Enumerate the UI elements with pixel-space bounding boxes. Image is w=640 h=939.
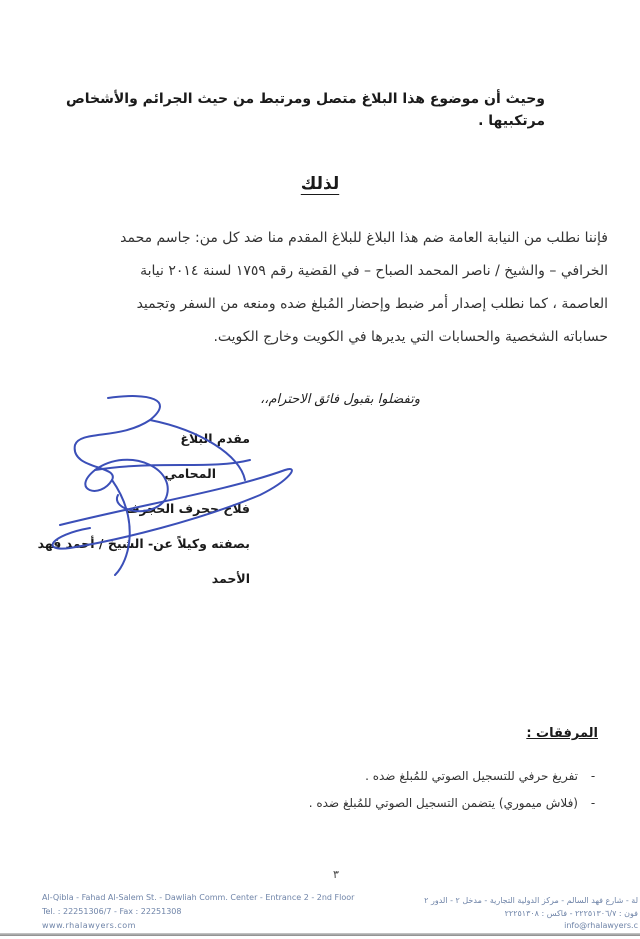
bullet: - <box>590 769 596 783</box>
signature-capacity: بصفته وكيلاً عن- الشيخ / أحمد فهد الأحمد <box>37 536 250 586</box>
signature-block <box>32 421 250 596</box>
footer-divider <box>0 933 640 936</box>
attachment-text: تفريغ حرفي للتسجيل الصوتي للمُبلغ ضده . <box>365 769 578 783</box>
paragraph-line: فإننا نطلب من النيابة العامة ضم هذا البلاغ للبلاغ المقدم منا ضد كل من: جاسم محمد <box>120 230 608 246</box>
attachment-text: (فلاش ميموري) يتضمن التسجيل الصوتي للمُبلغ ضده . <box>308 796 578 810</box>
attachments-list <box>32 763 608 817</box>
section-title-text: لذلك <box>300 174 340 194</box>
footer-phone-ar: فون : ٢٢٢٥١٣٠٦/٧ - فاكس : ٢٢٢٥١٣٠٨ <box>504 909 638 918</box>
attachment-item <box>32 763 608 790</box>
signature-title: مقدم البلاغ <box>180 431 250 446</box>
request-paragraph <box>32 222 608 354</box>
footer-phone-en: Tel. : 22251306/7 - Fax : 22251308 <box>42 907 182 916</box>
paragraph-line: حساباته الشخصية والحسابات التي يديرها في الكويت وخارج الكويت. <box>213 329 608 345</box>
paragraph-line: الخرافي – والشيخ / ناصر المحمد الصباح – في القضية رقم ١٧٥٩ لسنة ٢٠١٤ نيابة <box>140 263 608 279</box>
section-title <box>32 174 608 194</box>
footer-address-ar: لة - شارع فهد السالم - مركز الدولية التجارية - مدخل ٢ - الدور ٢ <box>424 896 638 905</box>
attachment-item <box>32 790 608 817</box>
bullet: - <box>590 796 596 810</box>
attachments-heading: المرفقات : <box>526 726 598 741</box>
footer-website: www.rhalawyers.com <box>42 921 136 930</box>
paragraph-line: العاصمة ، كما نطلب إصدار أمر ضبط وإحضار المُبلغ ضده ومنعه من السفر وتجميد <box>136 296 608 312</box>
page-number: ٣ <box>333 868 339 881</box>
footer-address-en: Al-Qibla - Fahad Al-Salem St. - Dawliah Comm. Center - Entrance 2 - 2nd Floor <box>42 893 355 902</box>
closing-line: وتفضلوا بقبول فائق الاحترام،، <box>260 392 420 407</box>
footer-email: info@rhalawyers.c <box>564 921 638 930</box>
signature-name: فلاح حجرف الحجرف <box>125 501 250 516</box>
heading-line: وحيث أن موضوع هذا البلاغ متصل ومرتبط من حيث الجرائم والأشخاص مرتكبيها . <box>65 91 545 129</box>
signature-role: المحامي <box>164 466 216 481</box>
